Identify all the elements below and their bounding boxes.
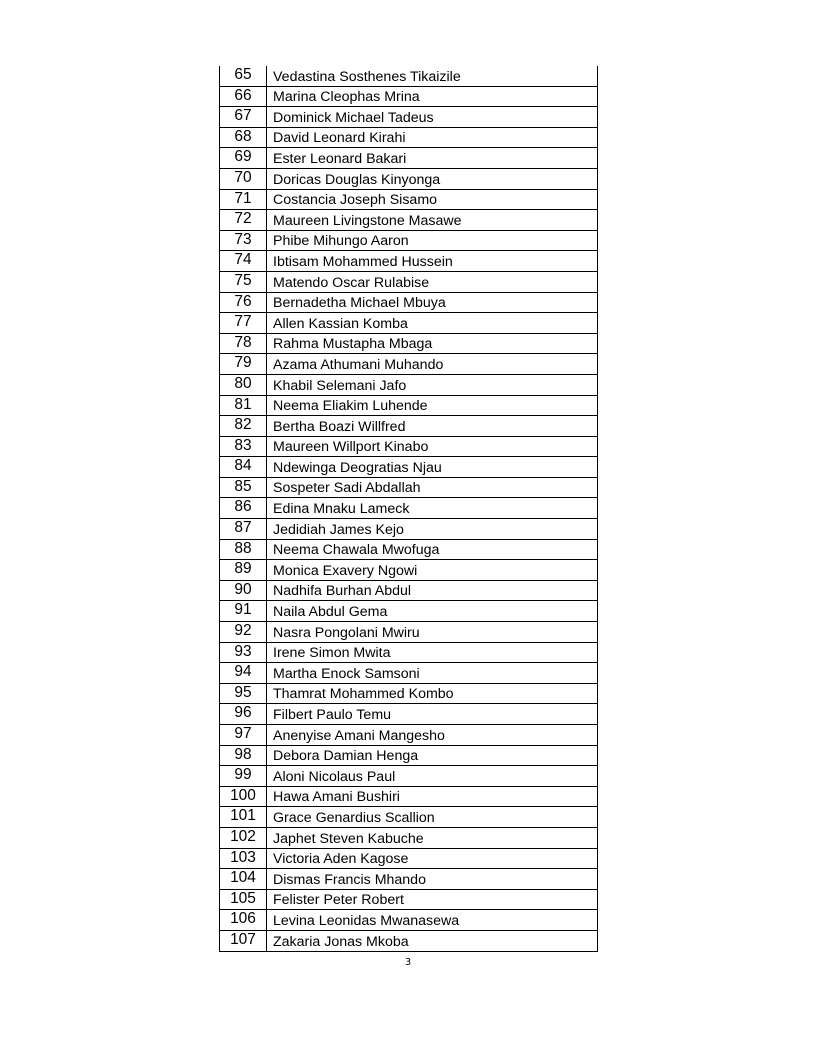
row-number: 94 <box>220 663 267 684</box>
table-row <box>220 66 598 86</box>
person-name: Nasra Pongolani Mwiru <box>267 622 598 643</box>
row-number: 88 <box>220 539 267 560</box>
person-name: Khabil Selemani Jafo <box>267 374 598 395</box>
row-number: 85 <box>220 477 267 498</box>
person-name: Edina Mnaku Lameck <box>267 498 598 519</box>
person-name: Dominick Michael Tadeus <box>267 107 598 128</box>
row-number: 74 <box>220 251 267 272</box>
person-name: Marina Cleophas Mrina <box>267 86 598 107</box>
table-row <box>220 766 598 787</box>
person-name: Filbert Paulo Temu <box>267 704 598 725</box>
row-number: 79 <box>220 354 267 375</box>
table-row <box>220 786 598 807</box>
row-number: 80 <box>220 374 267 395</box>
row-number: 82 <box>220 416 267 437</box>
table-row <box>220 416 598 437</box>
person-name: Ndewinga Deogratias Njau <box>267 457 598 478</box>
row-number: 86 <box>220 498 267 519</box>
person-name: Neema Eliakim Luhende <box>267 395 598 416</box>
person-name: Naila Abdul Gema <box>267 601 598 622</box>
row-number: 65 <box>220 66 267 86</box>
person-name: Jedidiah James Kejo <box>267 519 598 540</box>
person-name: Monica Exavery Ngowi <box>267 560 598 581</box>
table-row <box>220 539 598 560</box>
row-number: 100 <box>220 786 267 807</box>
person-name: Ibtisam Mohammed Hussein <box>267 251 598 272</box>
person-name: Japhet Steven Kabuche <box>267 827 598 848</box>
row-number: 84 <box>220 457 267 478</box>
person-name: Levina Leonidas Mwanasewa <box>267 910 598 931</box>
person-name: Costancia Joseph Sisamo <box>267 189 598 210</box>
row-number: 101 <box>220 807 267 828</box>
table-row <box>220 642 598 663</box>
table-row <box>220 148 598 169</box>
table-row <box>220 313 598 334</box>
row-number: 93 <box>220 642 267 663</box>
row-number: 70 <box>220 168 267 189</box>
table-row <box>220 704 598 725</box>
row-number: 76 <box>220 292 267 313</box>
person-name: Vedastina Sosthenes Tikaizile <box>267 66 598 86</box>
table-row <box>220 827 598 848</box>
table-row <box>220 107 598 128</box>
table-row <box>220 683 598 704</box>
table-row <box>220 436 598 457</box>
table-row <box>220 354 598 375</box>
row-number: 75 <box>220 271 267 292</box>
person-name: Neema Chawala Mwofuga <box>267 539 598 560</box>
page-number: 3 <box>404 957 412 968</box>
row-number: 67 <box>220 107 267 128</box>
row-number: 103 <box>220 848 267 869</box>
table-row <box>220 127 598 148</box>
table-row <box>220 498 598 519</box>
person-name: Doricas Douglas Kinyonga <box>267 168 598 189</box>
row-number: 77 <box>220 313 267 334</box>
row-number: 73 <box>220 230 267 251</box>
table-row <box>220 519 598 540</box>
person-name: Debora Damian Henga <box>267 745 598 766</box>
person-name: Bernadetha Michael Mbuya <box>267 292 598 313</box>
table-row <box>220 560 598 581</box>
table-row <box>220 745 598 766</box>
row-number: 107 <box>220 930 267 951</box>
row-number: 99 <box>220 766 267 787</box>
person-name: Maureen Livingstone Masawe <box>267 210 598 231</box>
person-name: Thamrat Mohammed Kombo <box>267 683 598 704</box>
row-number: 87 <box>220 519 267 540</box>
row-number: 90 <box>220 580 267 601</box>
row-number: 97 <box>220 725 267 746</box>
table-row <box>220 910 598 931</box>
table-row <box>220 580 598 601</box>
row-number: 78 <box>220 333 267 354</box>
row-number: 102 <box>220 827 267 848</box>
table-row <box>220 807 598 828</box>
person-name: Felister Peter Robert <box>267 889 598 910</box>
person-name: Grace Genardius Scallion <box>267 807 598 828</box>
table-row <box>220 210 598 231</box>
table-row <box>220 889 598 910</box>
person-name: Allen Kassian Komba <box>267 313 598 334</box>
person-name: Ester Leonard Bakari <box>267 148 598 169</box>
person-name: Sospeter Sadi Abdallah <box>267 477 598 498</box>
table-row <box>220 869 598 890</box>
table-row <box>220 292 598 313</box>
row-number: 92 <box>220 622 267 643</box>
row-number: 81 <box>220 395 267 416</box>
table-row <box>220 457 598 478</box>
person-name: Victoria Aden Kagose <box>267 848 598 869</box>
table-row <box>220 725 598 746</box>
table-row <box>220 251 598 272</box>
table-row <box>220 374 598 395</box>
person-name: Irene Simon Mwita <box>267 642 598 663</box>
table-row <box>220 477 598 498</box>
row-number: 98 <box>220 745 267 766</box>
table-row <box>220 333 598 354</box>
person-name: Zakaria Jonas Mkoba <box>267 930 598 951</box>
table-row <box>220 622 598 643</box>
table-row <box>220 271 598 292</box>
row-number: 72 <box>220 210 267 231</box>
table-row <box>220 601 598 622</box>
person-name: Anenyise Amani Mangesho <box>267 725 598 746</box>
person-name: Bertha Boazi Willfred <box>267 416 598 437</box>
person-name: Hawa Amani Bushiri <box>267 786 598 807</box>
row-number: 89 <box>220 560 267 581</box>
person-name: Phibe Mihungo Aaron <box>267 230 598 251</box>
table-row <box>220 189 598 210</box>
table-row <box>220 930 598 951</box>
row-number: 106 <box>220 910 267 931</box>
table-row <box>220 663 598 684</box>
row-number: 83 <box>220 436 267 457</box>
person-name: Nadhifa Burhan Abdul <box>267 580 598 601</box>
row-number: 91 <box>220 601 267 622</box>
name-list-body <box>220 66 598 951</box>
person-name: Azama Athumani Muhando <box>267 354 598 375</box>
table-row <box>220 395 598 416</box>
row-number: 104 <box>220 869 267 890</box>
person-name: Maureen Willport Kinabo <box>267 436 598 457</box>
table-row <box>220 848 598 869</box>
person-name: Rahma Mustapha Mbaga <box>267 333 598 354</box>
person-name: Martha Enock Samsoni <box>267 663 598 684</box>
row-number: 71 <box>220 189 267 210</box>
person-name: David Leonard Kirahi <box>267 127 598 148</box>
name-list-table <box>219 66 598 952</box>
person-name: Matendo Oscar Rulabise <box>267 271 598 292</box>
table-row <box>220 230 598 251</box>
row-number: 95 <box>220 683 267 704</box>
row-number: 68 <box>220 127 267 148</box>
person-name: Aloni Nicolaus Paul <box>267 766 598 787</box>
row-number: 69 <box>220 148 267 169</box>
table-row <box>220 86 598 107</box>
row-number: 96 <box>220 704 267 725</box>
person-name: Dismas Francis Mhando <box>267 869 598 890</box>
row-number: 105 <box>220 889 267 910</box>
table-row <box>220 168 598 189</box>
row-number: 66 <box>220 86 267 107</box>
